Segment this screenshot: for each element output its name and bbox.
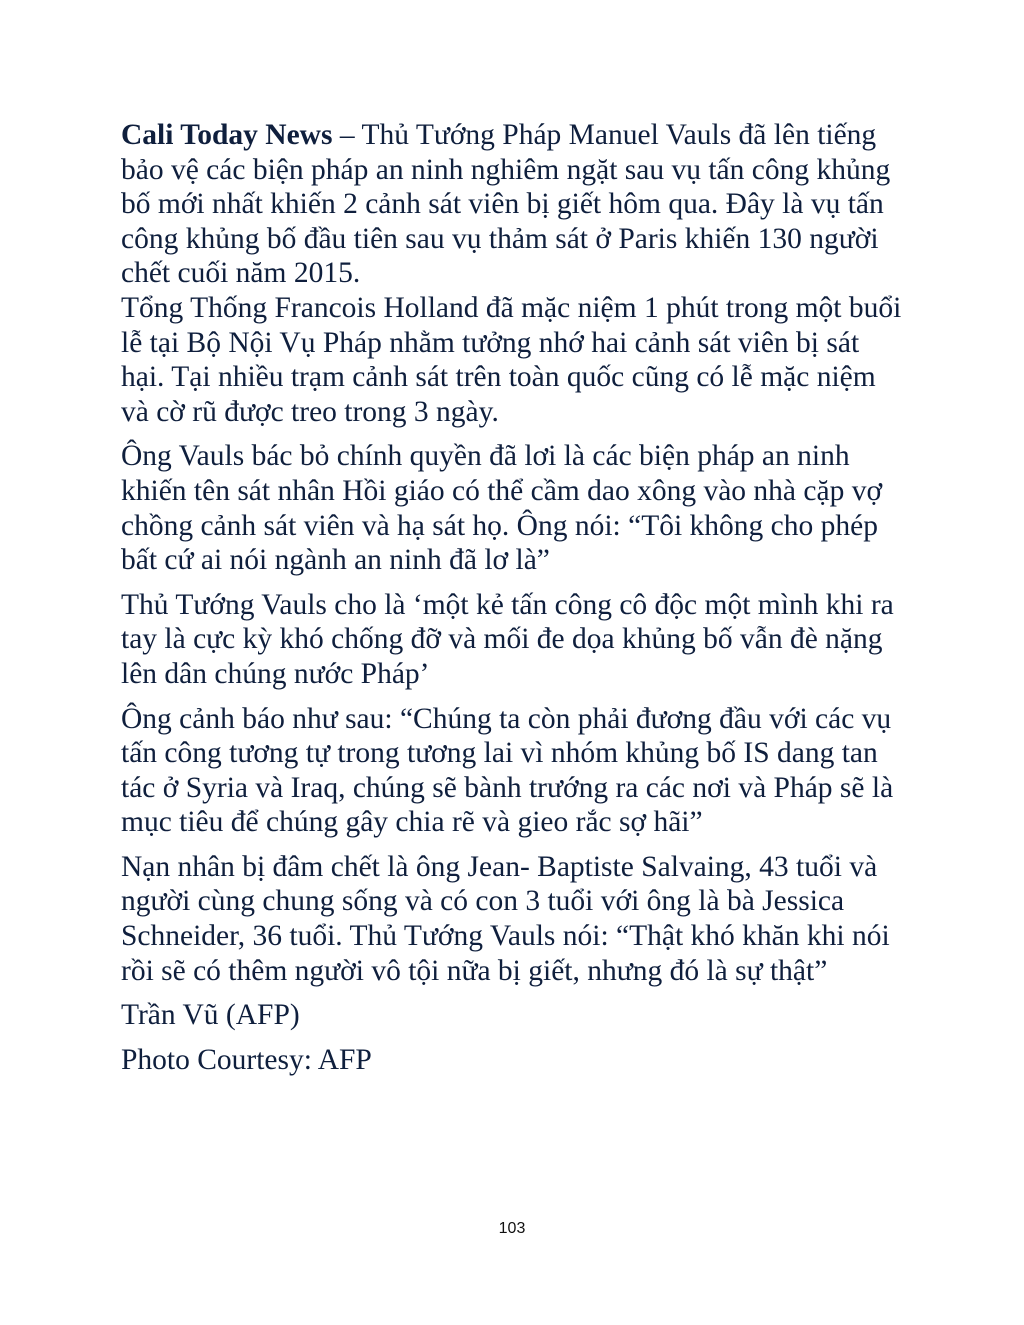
byline: Trần Vũ (AFP) — [121, 999, 300, 1032]
lead-paragraph — [121, 118, 906, 291]
article-body — [121, 118, 906, 1077]
news-source: Cali Today News — [121, 119, 333, 151]
photo-credit: Photo Courtesy: AFP — [121, 1043, 372, 1076]
paragraph-victims: Nạn nhân bị đâm chết là ông Jean- Baptiste Salvaing, 43 tuổi và người cùng chung sống và có con 3 tuổi với ông là bà Jessica Schneider, 36 tuổi. Thủ Tướng Vauls nói: “Thật khó khăn khi nói rồi sẽ có thêm người vô tội nữa bị giết, nhưng đó là sự thật” — [121, 850, 890, 987]
paragraph-warning: Ông cảnh báo như sau: “Chúng ta còn phải đương đầu với các vụ tấn công tương tự trong tương lai vì nhóm khủng bố IS dang tan tác ở Syria và Iraq, chúng sẽ bành trướng ra các nơi và Pháp sẽ là mục tiêu để chúng gây chia rẽ và gieo rắc sợ hãi” — [121, 702, 894, 839]
paragraph-vauls-rejects: Ông Vauls bác bỏ chính quyền đã lơi là các biện pháp an ninh khiến tên sát nhân Hồi giáo có thể cầm dao xông vào nhà cặp vợ chồng cảnh sát viên và hạ sát họ. Ông nói: “Tôi không cho phép bất cứ ai nói ngành an ninh đã lơ là” — [121, 440, 883, 577]
lead-text: – Thủ Tướng Pháp Manuel Vauls đã lên tiếng bảo vệ các biện pháp an ninh nghiêm ngặt sau vụ tấn công khủng bố mới nhất khiến 2 cảnh sát viên bị giết hôm qua. Đây là vụ tấn công khủng bố đầu tiên sau vụ thảm sát ở Paris khiến 130 người chết cuối năm 2015. — [121, 119, 891, 290]
paragraph-holland: Tổng Thống Francois Holland đã mặc niệm 1 phút trong một buổi lễ tại Bộ Nội Vụ Pháp nhằm tưởng nhớ hai cảnh sát viên bị sát hại. Tại nhiều trạm cảnh sát trên toàn quốc cũng có lễ mặc niệm và cờ rũ được treo trong 3 ngày. — [121, 291, 902, 428]
page-number: 103 — [498, 1220, 526, 1237]
paragraph-lone-attacker: Thủ Tướng Vauls cho là ‘một kẻ tấn công cô độc một mình khi ra tay là cực kỳ khó chống đỡ và mối đe dọa khủng bố vẫn đè nặng lên dân chúng nước Pháp’ — [121, 588, 894, 690]
